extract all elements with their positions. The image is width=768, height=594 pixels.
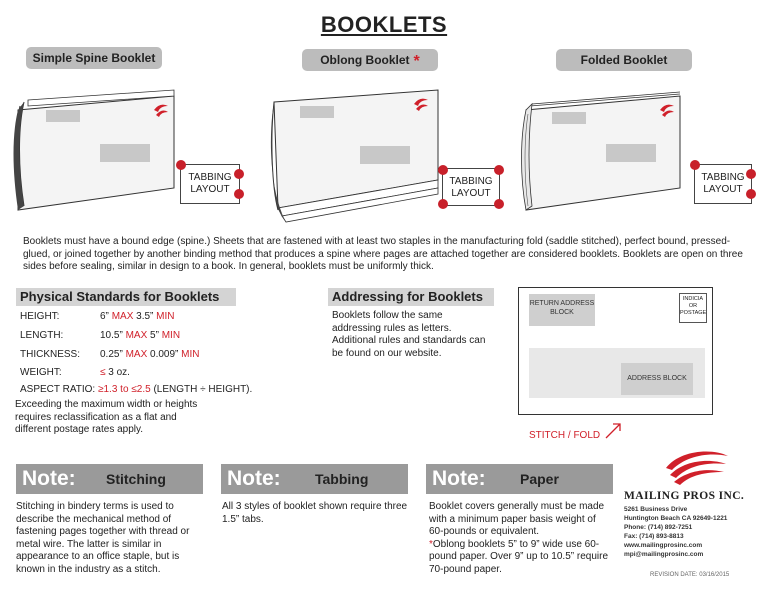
folded-label: Folded Booklet <box>556 49 692 71</box>
company-email[interactable]: mpi@mailingprosinc.com <box>624 551 704 558</box>
tab-dot <box>176 160 186 170</box>
tabbing-layout-simple: TABBING LAYOUT <box>180 164 240 204</box>
asterisk-icon: * <box>429 538 433 550</box>
note-tabbing-text: All 3 styles of booklet shown require three 1.5” tabs. <box>222 501 408 525</box>
indicia-box: INDICIA OR POSTAGE <box>679 293 707 323</box>
revision-date: REVISION DATE: 03/16/2015 <box>650 572 730 578</box>
stitch-fold-label: STITCH / FOLD <box>529 430 601 441</box>
tab-dot <box>438 165 448 175</box>
page-title: BOOKLETS <box>320 12 448 37</box>
return-address-block: RETURN ADDRESS BLOCK <box>529 294 595 326</box>
intro-paragraph: Booklets must have a bound edge (spine.) Sheets that are fastened with at least two staples in the manufacturing fold (saddle stitched), perfect bound, pressed-glued, or joined together by another binding method that produces a spine where pages are attached together are considered booklets. Booklets are open on three sides before sealing, similar in design to a book. In general, booklets must be uniformly thick. <box>23 236 743 272</box>
company-fax: Fax: (714) 893-8813 <box>624 533 684 540</box>
company-address1: 5261 Business Drive <box>624 506 688 513</box>
simple-spine-booklet-illustration <box>10 88 180 218</box>
exceed-note: Exceeding the maximum width or heights requires reclassification as a flat and different postage rates apply. <box>15 399 198 435</box>
tab-dot <box>746 189 756 199</box>
tab-dot <box>494 165 504 175</box>
addressing-heading: Addressing for Booklets <box>328 288 494 306</box>
tab-dot <box>746 169 756 179</box>
aspect-row: ASPECT RATIO: ≥1.3 to ≤2.5 (LENGTH ÷ HEIGHT). <box>20 384 253 395</box>
note-tabbing-bar: Note: Tabbing <box>221 464 408 494</box>
note-paper-text: Booklet covers generally must be made with a minimum paper basis weight of 60-pounds or equivalent. *Oblong booklets 5” to 9” wide use 60-pound paper. Over 9” up to 10.5” require 70-pound paper. <box>429 501 609 575</box>
simple-spine-label: Simple Spine Booklet <box>26 47 162 69</box>
tabbing-layout-folded: TABBING LAYOUT <box>694 164 752 204</box>
folded-booklet-illustration <box>516 88 686 218</box>
note-paper-bar: Note: Paper <box>426 464 613 494</box>
tab-dot <box>234 189 244 199</box>
tab-dot <box>438 199 448 209</box>
arrow-icon <box>604 420 624 440</box>
tab-dot <box>234 169 244 179</box>
height-row: HEIGHT: 6” MAX 3.5” MIN <box>20 311 175 322</box>
note-stitching-bar: Note: Stitching <box>16 464 203 494</box>
asterisk-icon: * <box>413 53 420 70</box>
address-diagram <box>518 287 713 415</box>
weight-row: WEIGHT: ≤ 3 oz. <box>20 367 130 378</box>
company-website[interactable]: www.mailingprosinc.com <box>624 542 703 549</box>
tab-dot <box>494 199 504 209</box>
mailing-pros-logo-icon <box>662 448 732 490</box>
tab-dot <box>690 160 700 170</box>
note-stitching-text: Stitching in bindery terms is used to describe the mechanical method of fastening pages together with thread or metal wire. The latter is similar in appearance to an office staple, but is known in the industry as a stitch. <box>16 501 190 575</box>
oblong-label: Oblong Booklet * <box>302 49 438 71</box>
company-address2: Huntington Beach CA 92649-1221 <box>624 515 728 522</box>
physical-standards-table <box>20 311 270 400</box>
thickness-row: THICKNESS: 0.25” MAX 0.009” MIN <box>20 349 200 360</box>
tabbing-layout-oblong: TABBING LAYOUT <box>442 168 500 206</box>
company-phone: Phone: (714) 892-7251 <box>624 524 693 531</box>
physical-standards-heading: Physical Standards for Booklets <box>16 288 236 306</box>
address-block: ADDRESS BLOCK <box>621 363 693 395</box>
company-name: MAILING PROS INC. <box>624 490 745 502</box>
addressing-text: Booklets follow the same addressing rules as letters. Additional rules and standards can be found on our website. <box>332 310 486 359</box>
oblong-booklet-illustration <box>264 88 444 228</box>
length-row: LENGTH: 10.5” MAX 5” MIN <box>20 330 181 341</box>
